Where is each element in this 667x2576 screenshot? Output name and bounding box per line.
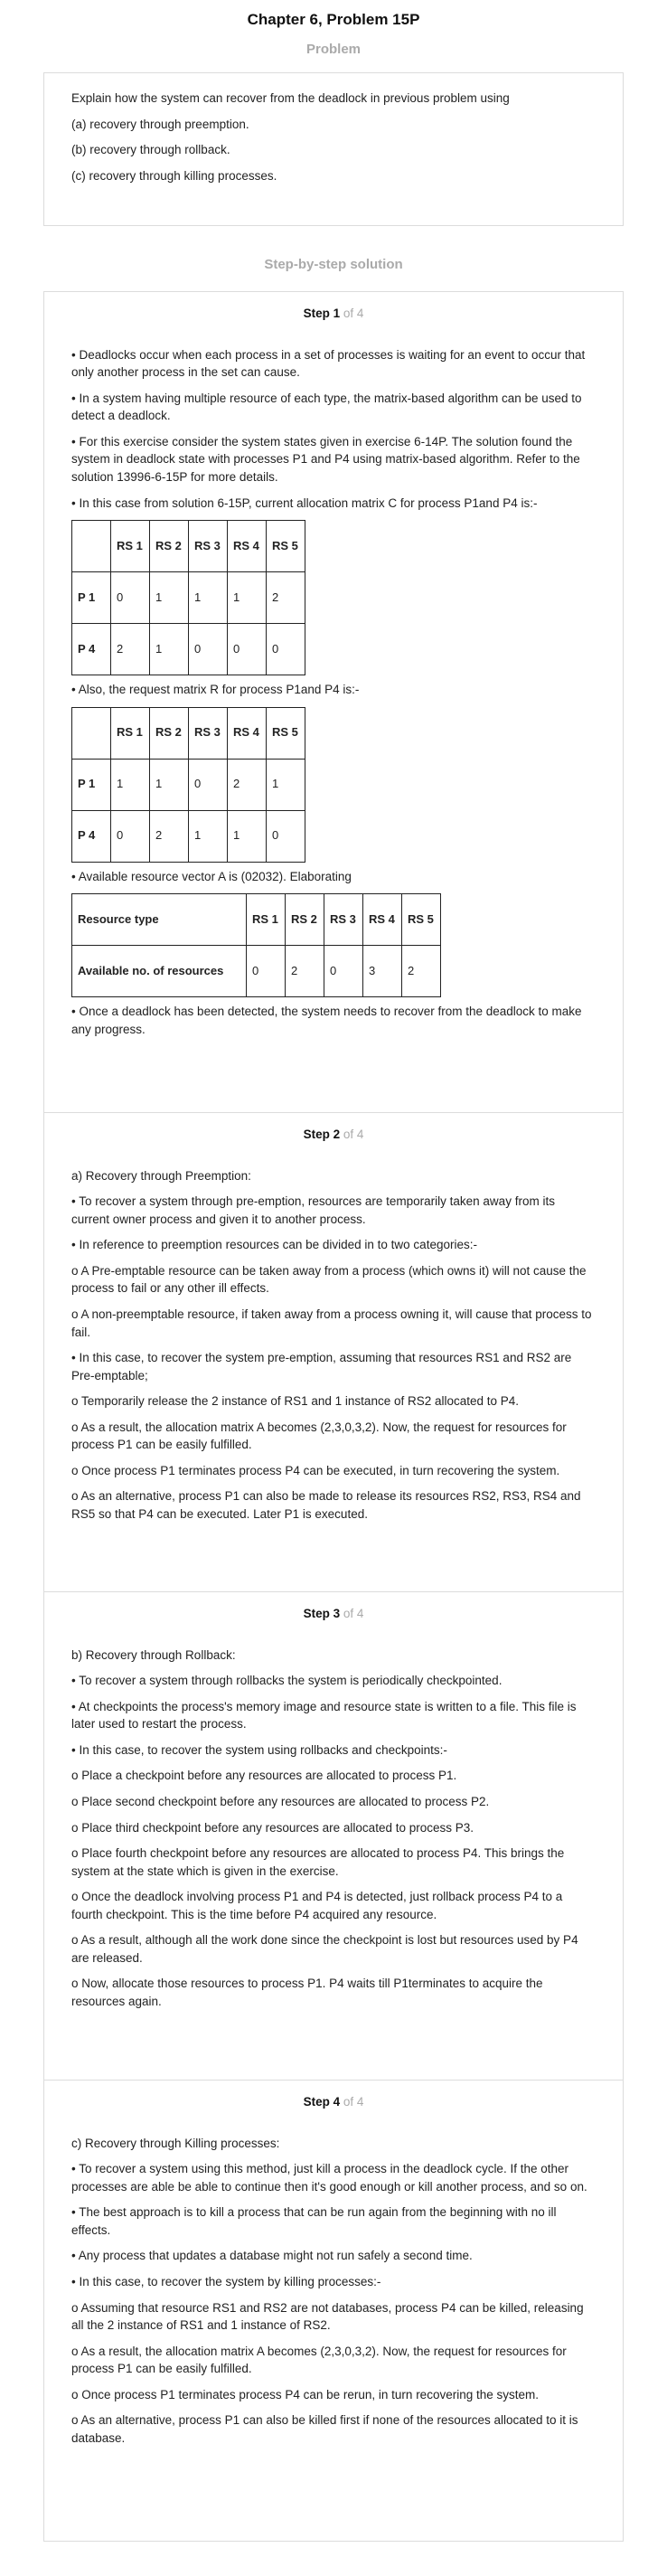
step-paragraph: o Place third checkpoint before any resources are allocated to process P3. bbox=[71, 1820, 474, 1835]
step-label: Step bbox=[303, 2095, 330, 2109]
table-header-cell bbox=[72, 707, 111, 759]
problem-line: (c) recovery through killing processes. bbox=[71, 168, 277, 183]
allocation-matrix-table bbox=[71, 520, 305, 675]
table-header-cell: RS 5 bbox=[267, 521, 305, 572]
request-matrix-table bbox=[71, 707, 305, 863]
step-paragraph: • For this exercise consider the system states given in exercise 6-14P. The solution found the system in deadlock state with processes P1 and P4 using matrix-based algorithm. Refer to the solution 13996-6-15P for more details. bbox=[71, 434, 580, 484]
table-header-row bbox=[72, 707, 305, 759]
table-header-cell: RS 1 bbox=[111, 521, 150, 572]
row-header-cell: P 1 bbox=[72, 759, 111, 810]
table-cell: 1 bbox=[111, 759, 150, 810]
table-header-row bbox=[72, 521, 305, 572]
step-label: Step bbox=[303, 1128, 330, 1141]
step-paragraph: o As a result, the allocation matrix A becomes (2,3,0,3,2). Now, the request for resources for process P1 can be easily fulfilled. bbox=[71, 2344, 567, 2376]
table-header-row bbox=[72, 894, 441, 946]
table-header-cell: Resource type bbox=[72, 894, 247, 946]
step-paragraph: • In this case, to recover the system using rollbacks and checkpoints:- bbox=[71, 1742, 447, 1757]
step-paragraph: • At checkpoints the process's memory image and resource state is written to a file. This file is later used to restart the process. bbox=[71, 1699, 577, 1731]
step-label: Step bbox=[303, 1607, 330, 1620]
table-header-cell: RS 4 bbox=[228, 707, 267, 759]
step-paragraph: o A Pre-emptable resource can be taken away from a process (which owns it) will not cause the process to fail or any other ill effects. bbox=[71, 1263, 587, 1296]
step-2 bbox=[44, 1112, 623, 1591]
step-3 bbox=[44, 1591, 623, 2080]
row-header-cell: P 4 bbox=[72, 810, 111, 862]
table-cell: 0 bbox=[267, 810, 305, 862]
step-label: Step bbox=[303, 307, 330, 320]
step-4-heading bbox=[71, 2093, 596, 2111]
step-paragraph: o As an alternative, process P1 can also be killed first if none of the resources allocated to it is database. bbox=[71, 2413, 578, 2445]
problem-line: (b) recovery through rollback. bbox=[71, 143, 230, 157]
step-paragraph: • In a system having multiple resource of each type, the matrix-based algorithm can be used to detect a deadlock. bbox=[71, 391, 582, 423]
step-paragraph: • To recover a system using this method, just kill a process in the deadlock cycle. If the other processes are able be able to continue then it's good enough or kill another process, and so on. bbox=[71, 2162, 587, 2194]
step-1-heading bbox=[71, 305, 596, 323]
table-header-cell: RS 4 bbox=[363, 894, 402, 946]
step-paragraph: o Temporarily release the 2 instance of RS1 and 1 instance of RS2 allocated to P4. bbox=[71, 1394, 520, 1409]
table-cell: 2 bbox=[267, 572, 305, 624]
step-number: 3 bbox=[333, 1607, 341, 1620]
page-title: Chapter 6, Problem 15P bbox=[247, 11, 420, 28]
problem-card bbox=[43, 72, 624, 226]
step-paragraph: o Once process P1 terminates process P4 can be rerun, in turn recovering the system. bbox=[71, 2387, 539, 2401]
table-cell: 1 bbox=[228, 572, 267, 624]
table-cell: 1 bbox=[189, 572, 228, 624]
step-paragraph: o Place fourth checkpoint before any resources are allocated to process P4. This brings the system at the state which is given in the exercise. bbox=[71, 1846, 565, 1878]
step-paragraph: o As a result, the allocation matrix A becomes (2,3,0,3,2). Now, the request for resources for process P1 can be easily fulfilled. bbox=[71, 1420, 567, 1452]
step-paragraph: • Any process that updates a database might not run safely a second time. bbox=[71, 2249, 473, 2263]
table-cell: 0 bbox=[189, 624, 228, 675]
table-header-cell: RS 3 bbox=[324, 894, 363, 946]
table-header-cell: RS 3 bbox=[189, 521, 228, 572]
table-cell: 2 bbox=[228, 759, 267, 810]
step-paragraph: • In reference to preemption resources can be divided in to two categories:- bbox=[71, 1238, 477, 1252]
step-paragraph: • In this case, to recover the system pre-emption, assuming that resources RS1 and RS2 are Pre-emptable; bbox=[71, 1351, 572, 1382]
table-header-cell: RS 5 bbox=[267, 707, 305, 759]
table-row bbox=[72, 572, 305, 624]
table-cell: 0 bbox=[111, 810, 150, 862]
step-paragraph: • Available resource vector A is (02032). Elaborating bbox=[71, 869, 352, 883]
table-cell: 0 bbox=[228, 624, 267, 675]
step-number: 1 bbox=[333, 307, 341, 320]
step-2-heading bbox=[71, 1126, 596, 1144]
step-of-total: of 4 bbox=[343, 2095, 364, 2109]
table-cell: 0 bbox=[324, 946, 363, 997]
step-paragraph: o A non-preemptable resource, if taken away from a process owning it, will cause that process to fail. bbox=[71, 1307, 592, 1339]
step-paragraph: • In this case, to recover the system by killing processes:- bbox=[71, 2274, 381, 2288]
table-header-cell bbox=[72, 521, 111, 572]
table-cell: 2 bbox=[111, 624, 150, 675]
solution-heading: Step-by-step solution bbox=[264, 257, 403, 272]
step-3-heading bbox=[71, 1605, 596, 1623]
solution-card bbox=[43, 291, 624, 2542]
table-header-cell: RS 2 bbox=[150, 707, 189, 759]
step-paragraph: • Once a deadlock has been detected, the system needs to recover from the deadlock to make any progress. bbox=[71, 1005, 582, 1036]
table-cell: 0 bbox=[111, 572, 150, 624]
step-paragraph: o Once the deadlock involving process P1 and P4 is detected, just rollback process P4 to a fourth checkpoint. This is the time before P4 acquired any resource. bbox=[71, 1890, 563, 1921]
step-paragraph: • Deadlocks occur when each process in a set of processes is waiting for an event to occur that only another process in the set can cause. bbox=[71, 347, 586, 380]
table-header-cell: RS 1 bbox=[111, 707, 150, 759]
step-1 bbox=[44, 292, 623, 1112]
table-cell: 0 bbox=[267, 624, 305, 675]
table-row bbox=[72, 624, 305, 675]
step-of-total: of 4 bbox=[343, 1607, 364, 1620]
table-cell: 1 bbox=[150, 759, 189, 810]
step-paragraph: o As an alternative, process P1 can also be made to release its resources RS2, RS3, RS4 and RS5 so that P4 can be executed. Later P1 is executed. bbox=[71, 1489, 581, 1521]
step-paragraph: o Place second checkpoint before any resources are allocated to process P2. bbox=[71, 1794, 490, 1808]
step-paragraph: b) Recovery through Rollback: bbox=[71, 1647, 236, 1662]
step-number: 4 bbox=[333, 2095, 341, 2109]
table-header-cell: RS 4 bbox=[228, 521, 267, 572]
table-cell: 2 bbox=[402, 946, 441, 997]
available-vector-table bbox=[71, 893, 441, 997]
step-4 bbox=[44, 2080, 623, 2541]
table-row bbox=[72, 759, 305, 810]
step-paragraph: • To recover a system through pre-emption, resources are temporarily taken away from its current owner process and given it to another process. bbox=[71, 1194, 555, 1226]
table-cell: 0 bbox=[189, 759, 228, 810]
step-paragraph: o Assuming that resource RS1 and RS2 are not databases, process P4 can be killed, releasing all the 2 instance of RS1 and 1 instance of RS2. bbox=[71, 2300, 584, 2333]
step-paragraph: • The best approach is to kill a process that can be run again from the beginning with no ill effects. bbox=[71, 2205, 557, 2237]
step-of-total: of 4 bbox=[343, 307, 364, 320]
step-paragraph: o Once process P1 terminates process P4 can be executed, in turn recovering the system. bbox=[71, 1463, 560, 1477]
table-header-cell: RS 2 bbox=[150, 521, 189, 572]
row-header-cell: P 4 bbox=[72, 624, 111, 675]
row-header-cell: P 1 bbox=[72, 572, 111, 624]
table-row bbox=[72, 810, 305, 862]
step-of-total: of 4 bbox=[343, 1128, 364, 1141]
table-cell: 1 bbox=[150, 572, 189, 624]
step-paragraph: • Also, the request matrix R for process P1and P4 is:- bbox=[71, 683, 360, 697]
step-paragraph: c) Recovery through Killing processes: bbox=[71, 2136, 280, 2150]
table-cell: 0 bbox=[247, 946, 286, 997]
step-paragraph: a) Recovery through Preemption: bbox=[71, 1168, 251, 1183]
table-cell: 1 bbox=[150, 624, 189, 675]
table-cell: 3 bbox=[363, 946, 402, 997]
row-header-cell: Available no. of resources bbox=[72, 946, 247, 997]
table-cell: 1 bbox=[228, 810, 267, 862]
step-paragraph: o As a result, although all the work done since the checkpoint is lost but resources used by P4 are released. bbox=[71, 1933, 578, 1965]
table-cell: 2 bbox=[286, 946, 324, 997]
step-paragraph: • In this case from solution 6-15P, current allocation matrix C for process P1and P4 is:- bbox=[71, 495, 538, 510]
table-cell: 1 bbox=[267, 759, 305, 810]
table-header-cell: RS 3 bbox=[189, 707, 228, 759]
table-header-cell: RS 2 bbox=[286, 894, 324, 946]
problem-line: Explain how the system can recover from the deadlock in previous problem using bbox=[71, 91, 510, 105]
table-header-cell: RS 1 bbox=[247, 894, 286, 946]
step-number: 2 bbox=[333, 1128, 341, 1141]
step-paragraph: • To recover a system through rollbacks the system is periodically checkpointed. bbox=[71, 1674, 503, 1688]
table-header-cell: RS 5 bbox=[402, 894, 441, 946]
table-cell: 2 bbox=[150, 810, 189, 862]
problem-heading: Problem bbox=[305, 42, 361, 57]
problem-line: (a) recovery through preemption. bbox=[71, 117, 249, 131]
table-row bbox=[72, 946, 441, 997]
step-paragraph: o Place a checkpoint before any resources are allocated to process P1. bbox=[71, 1769, 457, 1783]
table-cell: 1 bbox=[189, 810, 228, 862]
step-paragraph: o Now, allocate those resources to process P1. P4 waits till P1terminates to acquire the resources again. bbox=[71, 1977, 543, 2008]
